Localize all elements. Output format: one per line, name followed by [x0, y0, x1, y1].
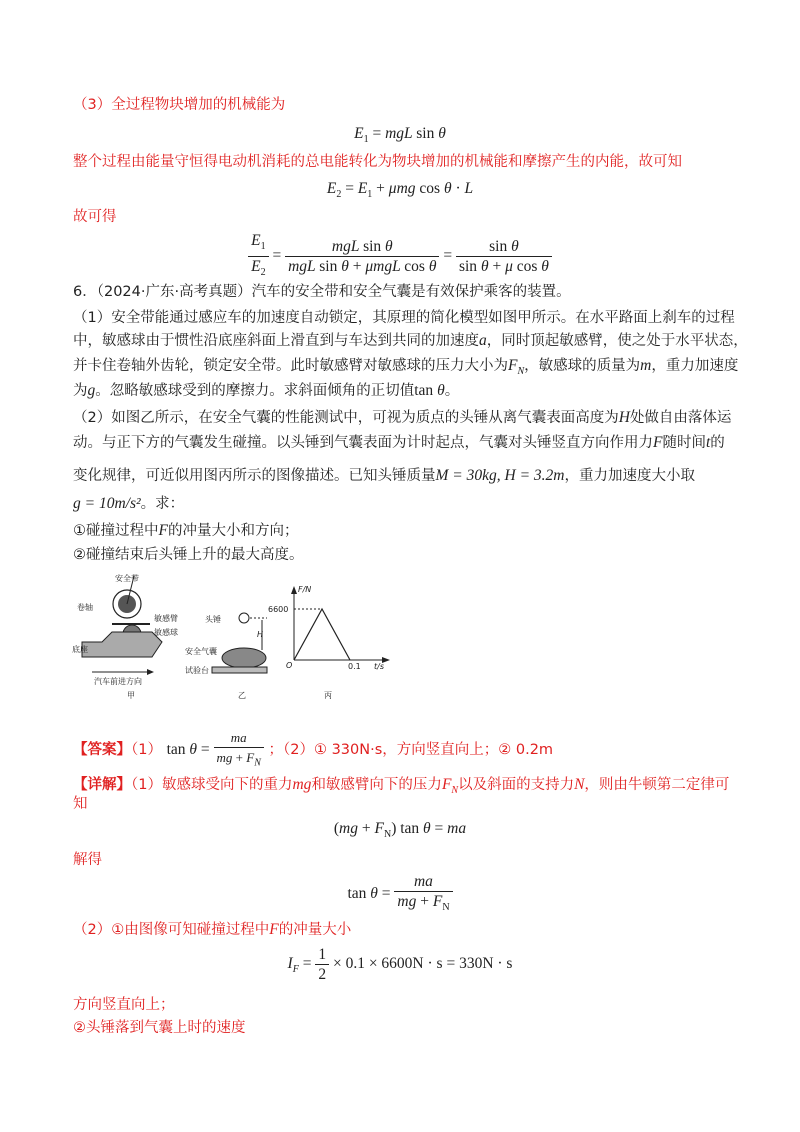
equation-ratio: $\frac{E_1}{E_2}$ = $\frac{\text{mgL sin θ}}{\text{mgL sin θ + μmgL cos θ}}$ = $\frac{\text{sin θ}}{\text{sin θ + μ cos θ}}$ — [0, 231, 800, 282]
yi-caption: 乙 — [238, 691, 246, 700]
answer-line: 【答案】（1） tan θ = $\frac{ma}{mg + F_N}$ ；（2）① 330N·s，方向竖直向上；② 0.2m — [73, 730, 554, 769]
therefore-label: 故可得 — [73, 209, 117, 225]
equation-impulse: $I_F$ = $\frac{1}{2}$ × 0.1 × 6600N · s = 330N · s — [287, 946, 513, 983]
q6-figure — [72, 572, 402, 700]
yi-label-table: 试验台 — [185, 666, 209, 675]
yi-label-airbag: 安全气囊 — [185, 647, 217, 656]
q6-part1-line4: 为g。忽略敏感球受到的摩擦力。求斜面倾角的正切值tan θ。 — [73, 382, 460, 399]
bing-force-line — [294, 609, 350, 660]
detail-line1-cont: 知 — [73, 796, 88, 812]
equation-e1: $E_1$ = mgL sin θ — [354, 125, 446, 146]
bing-caption: 丙 — [324, 691, 332, 700]
direction-line: 方向竖直向上； — [73, 997, 175, 1013]
q6-part1-line2: 中，敏感球由于惯性沿底座斜面上滑直到与车达到共同的加速度a，同时顶起敏感臂，使之处于水平状态， — [73, 332, 748, 349]
detail-line2: （2）①由图像可知碰撞过程中F的冲量大小 — [73, 921, 352, 938]
question-6-header: 6．（2024·广东·高考真题）汽车的安全带和安全气囊是有效保护乘客的装置。 — [73, 284, 571, 300]
equation-tan-result: tan θ = $\frac{ma}{mg + F_N}$ — [0, 872, 800, 917]
jia-label-ball: 敏感球 — [154, 628, 178, 637]
jia-caption: 甲 — [127, 691, 135, 700]
jia-label-belt: 安全带 — [115, 574, 139, 583]
solve-label: 解得 — [73, 852, 102, 868]
q6-part1-line1: （1）安全带能通过感应车的加速度自动锁定，其原理的简化模型如图甲所示。在水平路面上刹车的过程 — [73, 310, 735, 326]
figure-jia — [72, 573, 178, 700]
part3-heading: （3）全过程物块增加的机械能为 — [73, 97, 286, 113]
figure-yi — [185, 613, 267, 700]
q6-part2-line2: 动。与正下方的气囊发生碰撞。以头锤到气囊表面为计时起点，气囊对头锤竖直方向作用力F随时间t的 — [73, 434, 725, 451]
equation-e2: $E_2 = E_1 + \mu mg$ cos θ · L — [326, 180, 474, 201]
q6-part2-line3: 变化规律，可近似用图丙所示的图像描述。已知头锤质量M = 30kg, H = 3.2m，重力加速度大小取 — [73, 467, 695, 484]
energy-conservation-statement: 整个过程由能量守恒得电动机消耗的总电能转化为物块增加的机械能和摩擦产生的内能，故可知 — [73, 154, 682, 170]
bing-origin: O — [286, 661, 293, 670]
q6-part1-line3: 并卡住卷轴外齿轮，锁定安全带。此时敏感臂对敏感球的压力大小为$F_N$，敏感球的质量为m，重力加速度 — [73, 357, 739, 378]
yi-label-h: H — [257, 630, 264, 639]
q6-subquestion-1: ①碰撞过程中F的冲量大小和方向； — [73, 522, 299, 539]
detail-line3: ②头锤落到气囊上时的速度 — [73, 1020, 246, 1036]
bing-x-label: t/s — [374, 662, 384, 671]
q6-subquestion-2: ②碰撞结束后头锤上升的最大高度。 — [73, 547, 304, 563]
equation-newton: $(mg + F_N)$ tan θ = ma — [333, 820, 467, 841]
detail-line1: 【详解】（1）敏感球受向下的重力mg和敏感臂向下的压力$F_N$以及斜面的支持力N，则由牛顿第二定律可 — [73, 776, 730, 797]
yi-label-hammer: 头锤 — [205, 615, 221, 624]
figure-bing-chart — [268, 585, 390, 700]
q6-part2-line4: g = 10m/s²。求： — [73, 495, 185, 512]
bing-y-tick-6600: 6600 — [268, 605, 289, 614]
q6-part2-line1: （2）如图乙所示，在安全气囊的性能测试中，可视为质点的头锤从离气囊表面高度为H处做自由落体运 — [73, 409, 732, 426]
jia-label-arm: 敏感臂 — [154, 614, 178, 623]
jia-label-reel: 卷轴 — [77, 603, 93, 612]
bing-x-tick-0-1: 0.1 — [348, 662, 361, 671]
bing-y-label: F/N — [298, 585, 312, 594]
jia-label-base: 底座 — [72, 645, 88, 654]
jia-label-direction: 汽车前进方向 — [94, 677, 142, 686]
